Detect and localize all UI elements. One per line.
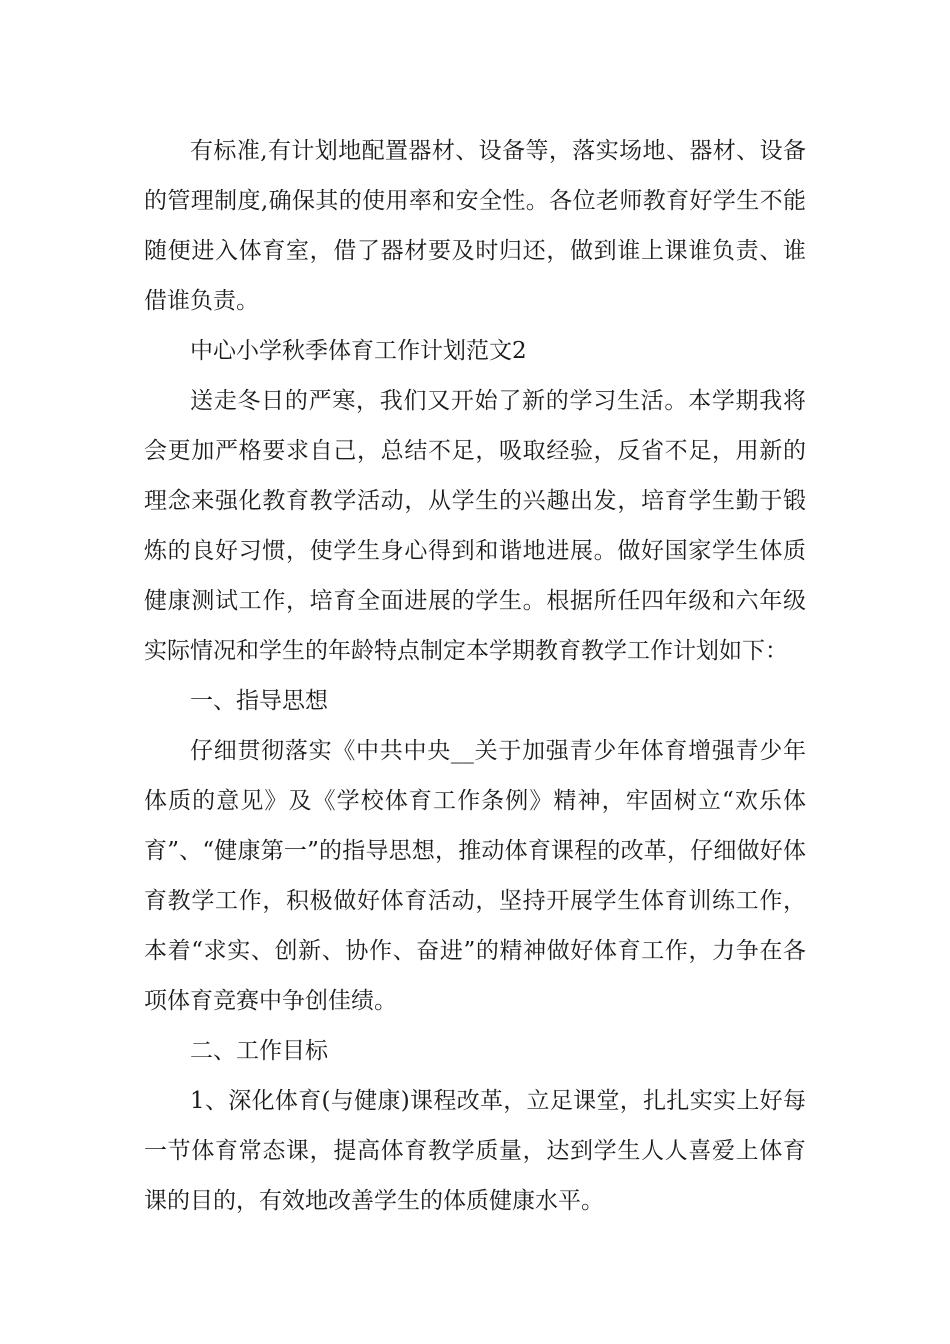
document-body [144,126,806,1226]
paragraph-equipment-management: 有标准,有计划地配置器材、设备等，落实场地、器材、设备的管理制度,确保其的使用率和安全性。各位老师教育好学生不能随便进入体育室，借了器材要及时归还，做到谁上课谁负责、谁借谁负责。 [144,138,806,314]
paragraph-goal-1: 1、深化体育(与健康)课程改革，立足课堂，扎扎实实上好每一节体育常态课，提高体育教学质量，达到学生人人喜爱上体育课的目的，有效地改善学生的体质健康水平。 [144,1088,806,1214]
heading-guiding-ideology: 一、指导思想 [190,688,328,714]
paragraph-guiding-ideology: 仔细贯彻落实《中共中央__关于加强青少年体育增强青少年体质的意见》及《学校体育工作条例》精神，牢固树立“欢乐体育”、“健康第一”的指导思想，推动体育课程的改革，仔细做好体育教学工作，积极做好体育活动，坚持开展学生体育训练工作，本着“求实、创新、协作、奋进”的精神做好体育工作，力争在各项体育竞赛中争创佳绩。 [144,738,806,1014]
paragraph-intro: 送走冬日的严寒，我们又开始了新的学习生活。本学期我将会更加严格要求自己，总结不足，吸取经验，反省不足，用新的理念来强化教育教学活动，从学生的兴趣出发，培育学生勤于锻炼的良好习惯，使学生身心得到和谐地进展。做好国家学生体质健康测试工作，培育全面进展的学生。根据所任四年级和六年级实际情况和学生的年龄特点制定本学期教育教学工作计划如下： [144,388,806,664]
section-title-plan-2: 中心小学秋季体育工作计划范文2 [190,338,527,364]
heading-work-goals: 二、工作目标 [190,1038,328,1064]
